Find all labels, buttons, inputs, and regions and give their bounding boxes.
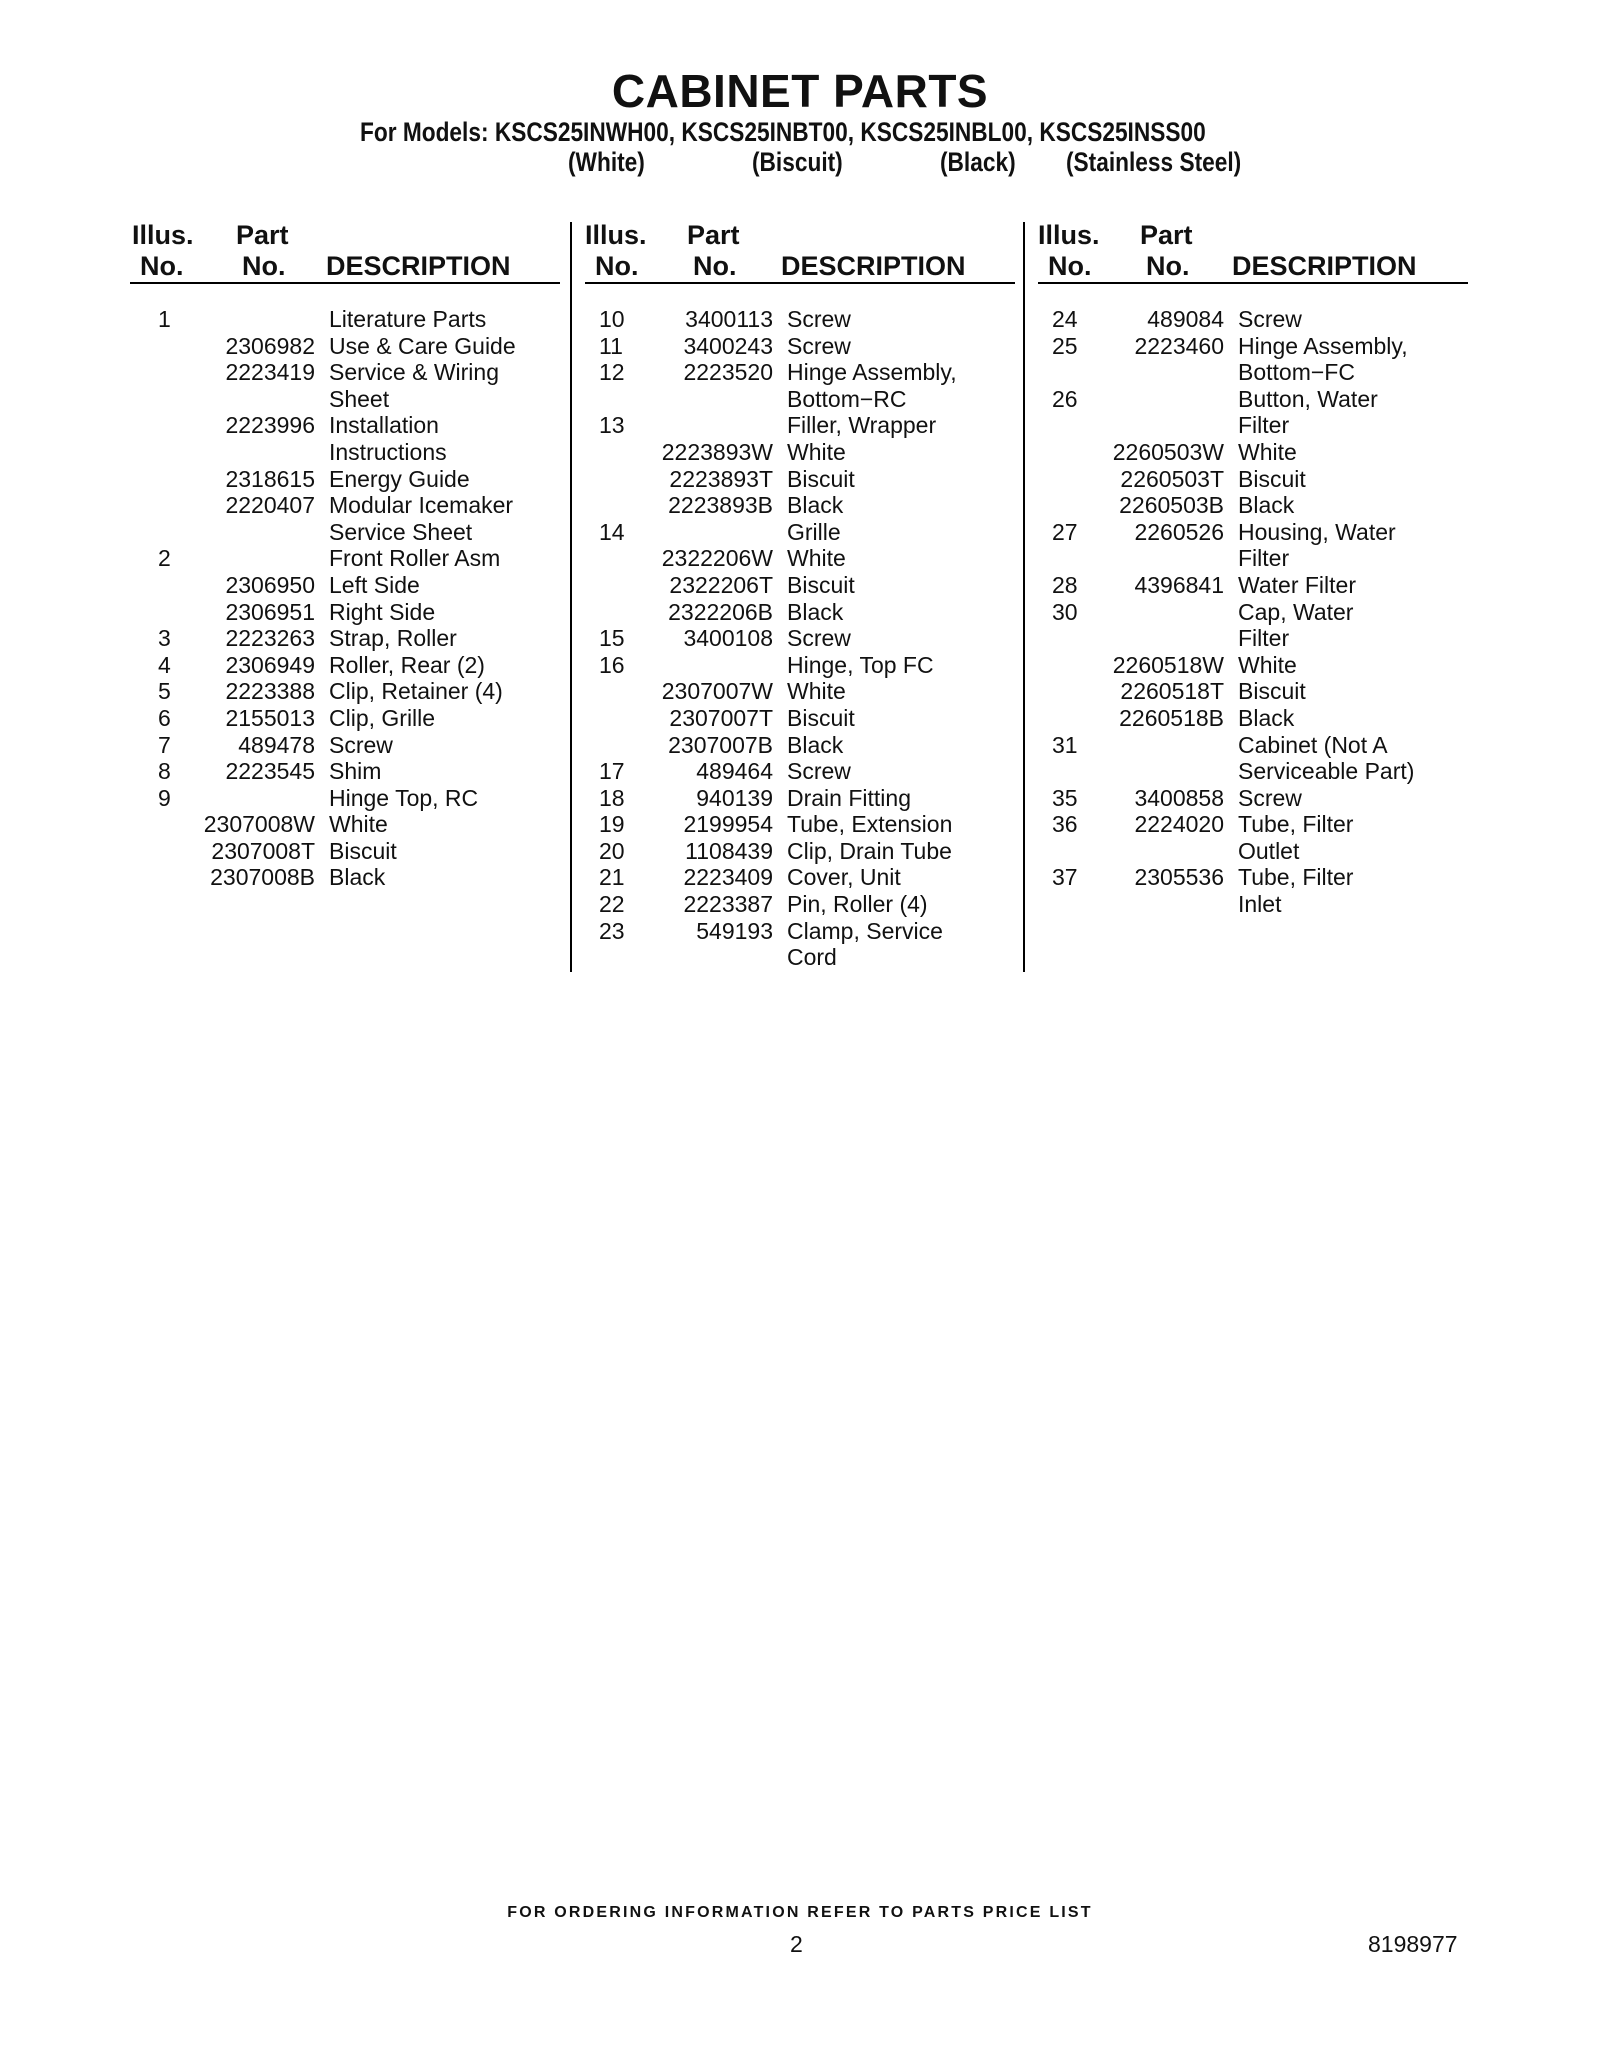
part-number: 2223263: [225, 625, 315, 652]
table-row: [585, 625, 1015, 652]
table-row: [130, 785, 560, 812]
header-description: DESCRIPTION: [781, 251, 966, 281]
part-description: Biscuit: [1238, 465, 1306, 492]
part-description: Biscuit: [1238, 678, 1306, 705]
part-number: 2322206W: [661, 545, 773, 572]
models-line: For Models: KSCS25INWH00, KSCS25INBT00, KSCS25INBL00, KSCS25INSS00: [360, 117, 1206, 147]
part-number: 2322206T: [669, 571, 773, 598]
table-row: [585, 572, 1015, 599]
illus-number: 6: [158, 704, 171, 731]
table-row: [585, 678, 1015, 705]
parts-rows: [130, 306, 560, 891]
part-number: 489464: [696, 758, 773, 785]
part-description: Left Side: [329, 571, 420, 598]
header-description: DESCRIPTION: [1232, 251, 1417, 281]
illus-number: 10: [599, 306, 625, 332]
table-row: [1038, 758, 1468, 785]
part-number: 2307008B: [210, 864, 315, 891]
color-white: (White): [568, 147, 645, 177]
part-description: Clamp, Service: [787, 917, 943, 944]
table-row: [1038, 652, 1468, 679]
table-row: [130, 386, 560, 413]
header-illus-bottom: No.: [1048, 251, 1092, 281]
part-number: 2260503W: [1112, 438, 1224, 465]
header-part-top: Part: [236, 220, 289, 250]
parts-column-2: [585, 220, 1015, 971]
part-description: Energy Guide: [329, 465, 470, 492]
table-row: [585, 466, 1015, 493]
table-row: [1038, 466, 1468, 493]
part-description: Tube, Filter: [1238, 811, 1354, 838]
table-row: [585, 652, 1015, 679]
table-row: [130, 492, 560, 519]
column-header: [1038, 220, 1468, 282]
part-description: Pin, Roller (4): [787, 891, 928, 918]
part-description: Screw: [1238, 306, 1302, 332]
illus-number: 31: [1052, 731, 1078, 758]
part-description: Filter: [1238, 625, 1290, 652]
table-row: [1038, 519, 1468, 546]
part-number: 2223893W: [661, 438, 773, 465]
parts-rows: [585, 306, 1015, 971]
part-number: 2223387: [683, 891, 773, 918]
part-description: Biscuit: [787, 704, 855, 731]
part-number: 3400243: [683, 332, 773, 359]
table-row: [130, 439, 560, 466]
illus-number: 26: [1052, 385, 1078, 412]
part-description: White: [787, 545, 846, 572]
table-row: [130, 838, 560, 865]
table-row: [1038, 625, 1468, 652]
table-row: [130, 545, 560, 572]
part-description: Cap, Water: [1238, 598, 1354, 625]
illus-number: 4: [158, 651, 171, 678]
illus-number: 19: [599, 811, 625, 838]
page-title: CABINET PARTS: [611, 65, 989, 117]
part-number: 2306949: [225, 651, 315, 678]
part-description: Black: [1238, 704, 1295, 731]
table-row: [1038, 811, 1468, 838]
table-row: [130, 466, 560, 493]
table-row: [1038, 838, 1468, 865]
table-row: [130, 519, 560, 546]
header-part-bottom: No.: [1146, 251, 1190, 281]
illus-number: 14: [599, 518, 625, 545]
table-row: [585, 599, 1015, 626]
illus-number: 15: [599, 625, 625, 652]
table-row: [130, 758, 560, 785]
part-description: Sheet: [329, 385, 390, 412]
header-part-bottom: No.: [242, 251, 286, 281]
part-number: 1108439: [685, 837, 773, 864]
part-description: Tube, Extension: [787, 811, 953, 838]
header-rule: [130, 282, 560, 284]
part-description: Black: [787, 731, 844, 758]
parts-column-1: [130, 220, 560, 891]
table-row: [585, 891, 1015, 918]
illus-number: 13: [599, 412, 625, 439]
table-row: [585, 811, 1015, 838]
column-divider: [570, 222, 572, 972]
table-row: [130, 625, 560, 652]
table-row: [585, 545, 1015, 572]
part-description: Cabinet (Not A: [1238, 731, 1388, 758]
part-description: Black: [329, 864, 386, 891]
part-number: 489084: [1147, 306, 1224, 332]
illus-number: 2: [158, 545, 171, 572]
color-black: (Black): [940, 147, 1016, 177]
illus-number: 16: [599, 651, 625, 678]
part-number: 2223996: [225, 412, 315, 439]
part-description: Front Roller Asm: [329, 545, 501, 572]
table-row: [1038, 492, 1468, 519]
part-number: 2305536: [1134, 864, 1224, 891]
table-row: [585, 918, 1015, 945]
header-rule: [585, 282, 1015, 284]
part-description: Use & Care Guide: [329, 332, 516, 359]
illus-number: 5: [158, 678, 171, 705]
model-colors: [0, 147, 1600, 179]
part-number: 2322206B: [668, 598, 773, 625]
part-description: White: [1238, 438, 1297, 465]
illus-number: 25: [1052, 332, 1078, 359]
part-description: Filter: [1238, 545, 1290, 572]
illus-number: 35: [1052, 784, 1078, 811]
table-row: [130, 678, 560, 705]
part-description: Screw: [787, 758, 851, 785]
page-number: 2: [790, 1931, 803, 1957]
part-number: 2199954: [683, 811, 773, 838]
illus-number: 27: [1052, 518, 1078, 545]
header-illus-top: Illus.: [585, 220, 647, 250]
illus-number: 30: [1052, 598, 1078, 625]
part-number: 2306982: [225, 332, 315, 359]
part-description: Hinge Assembly,: [1238, 332, 1408, 359]
table-row: [585, 864, 1015, 891]
part-description: Cord: [787, 944, 837, 971]
table-row: [1038, 864, 1468, 891]
table-row: [1038, 705, 1468, 732]
table-row: [585, 944, 1015, 971]
table-row: [585, 386, 1015, 413]
part-number: 2155013: [225, 704, 315, 731]
table-row: [1038, 785, 1468, 812]
part-description: White: [787, 438, 846, 465]
color-biscuit: (Biscuit): [752, 147, 843, 177]
part-number: 2223893B: [668, 492, 773, 519]
part-description: Hinge Top, RC: [329, 784, 479, 811]
table-row: [1038, 732, 1468, 759]
part-description: Black: [1238, 492, 1295, 519]
part-number: 2306951: [225, 598, 315, 625]
table-row: [130, 412, 560, 439]
part-number: 2260518T: [1120, 678, 1224, 705]
part-description: Filter: [1238, 412, 1290, 439]
table-row: [1038, 891, 1468, 918]
illus-number: 9: [158, 784, 171, 811]
illus-number: 36: [1052, 811, 1078, 838]
part-description: Literature Parts: [329, 306, 487, 332]
part-number: 2220407: [225, 492, 315, 519]
table-row: [130, 572, 560, 599]
parts-column-3: [1038, 220, 1468, 918]
table-row: [585, 306, 1015, 333]
table-row: [130, 864, 560, 891]
part-number: 2318615: [225, 465, 315, 492]
part-description: Screw: [329, 731, 393, 758]
part-description: Outlet: [1238, 837, 1300, 864]
part-description: Hinge, Top FC: [787, 651, 934, 678]
part-number: 3400108: [683, 625, 773, 652]
header-rule: [1038, 282, 1468, 284]
part-description: Hinge Assembly,: [787, 359, 957, 386]
illus-number: 21: [599, 864, 625, 891]
part-description: Cover, Unit: [787, 864, 901, 891]
table-row: [1038, 386, 1468, 413]
table-row: [585, 732, 1015, 759]
part-number: 2260518B: [1119, 704, 1224, 731]
part-number: 549193: [696, 917, 773, 944]
illus-number: 28: [1052, 571, 1078, 598]
part-number: 3400858: [1134, 784, 1224, 811]
part-number: 4396841: [1134, 571, 1224, 598]
header-illus-top: Illus.: [132, 220, 194, 250]
part-description: Housing, Water: [1238, 518, 1396, 545]
part-description: White: [787, 678, 846, 705]
table-row: [130, 306, 560, 333]
part-description: Screw: [787, 332, 851, 359]
part-number: 2223893T: [669, 465, 773, 492]
part-number: 2223419: [225, 359, 315, 386]
part-description: Screw: [1238, 784, 1302, 811]
part-number: 3400113: [685, 306, 773, 332]
illus-number: 24: [1052, 306, 1078, 332]
illus-number: 12: [599, 359, 625, 386]
part-number: 2223388: [225, 678, 315, 705]
header-illus-bottom: No.: [140, 251, 184, 281]
part-description: Inlet: [1238, 891, 1282, 918]
part-description: Biscuit: [787, 571, 855, 598]
illus-number: 3: [158, 625, 171, 652]
part-description: Screw: [787, 306, 851, 332]
part-number: 2260503B: [1119, 492, 1224, 519]
header-illus-bottom: No.: [595, 251, 639, 281]
part-description: Bottom−RC: [787, 385, 907, 412]
illus-number: 8: [158, 758, 171, 785]
illus-number: 37: [1052, 864, 1078, 891]
table-row: [130, 599, 560, 626]
part-description: Drain Fitting: [787, 784, 911, 811]
table-row: [1038, 678, 1468, 705]
table-row: [585, 838, 1015, 865]
table-row: [585, 519, 1015, 546]
part-description: Biscuit: [787, 465, 855, 492]
table-row: [1038, 572, 1468, 599]
part-description: Strap, Roller: [329, 625, 457, 652]
table-row: [130, 333, 560, 360]
part-description: Shim: [329, 758, 382, 785]
part-description: Water Filter: [1238, 571, 1356, 598]
part-description: Black: [787, 598, 844, 625]
part-description: Bottom−FC: [1238, 359, 1355, 386]
part-description: Modular Icemaker: [329, 492, 514, 519]
part-description: Filler, Wrapper: [787, 412, 937, 439]
table-row: [1038, 599, 1468, 626]
part-description: Biscuit: [329, 837, 397, 864]
table-row: [1038, 545, 1468, 572]
part-description: Instructions: [329, 438, 447, 465]
part-number: 2306950: [225, 571, 315, 598]
part-number: 2307007B: [668, 731, 773, 758]
table-row: [1038, 359, 1468, 386]
part-description: Clip, Drain Tube: [787, 837, 952, 864]
part-description: Installation: [329, 412, 439, 439]
table-row: [585, 333, 1015, 360]
column-divider: [1023, 222, 1025, 972]
header-part-top: Part: [1140, 220, 1193, 250]
illus-number: 20: [599, 837, 625, 864]
part-number: 2307008T: [211, 837, 315, 864]
illus-number: 17: [599, 758, 625, 785]
table-row: [1038, 412, 1468, 439]
part-description: Button, Water: [1238, 385, 1378, 412]
part-description: Service Sheet: [329, 518, 473, 545]
part-number: 2260526: [1134, 518, 1224, 545]
part-number: 2260518W: [1112, 651, 1224, 678]
header-description: DESCRIPTION: [326, 251, 511, 281]
illus-number: 1: [158, 306, 171, 332]
table-row: [130, 359, 560, 386]
part-description: Tube, Filter: [1238, 864, 1354, 891]
part-description: Grille: [787, 518, 841, 545]
part-number: 2260503T: [1120, 465, 1224, 492]
part-description: Serviceable Part): [1238, 758, 1415, 785]
header-part-bottom: No.: [693, 251, 737, 281]
part-number: 2307007W: [661, 678, 773, 705]
table-row: [585, 705, 1015, 732]
part-description: Screw: [787, 625, 851, 652]
table-row: [130, 705, 560, 732]
part-number: 2223460: [1134, 332, 1224, 359]
part-number: 2223520: [683, 359, 773, 386]
illus-number: 22: [599, 891, 625, 918]
part-number: 2223545: [225, 758, 315, 785]
table-row: [585, 758, 1015, 785]
part-number: 489478: [238, 731, 315, 758]
parts-rows: [1038, 306, 1468, 918]
column-header: [585, 220, 1015, 282]
part-description: Service & Wiring: [329, 359, 499, 386]
column-header: [130, 220, 560, 282]
part-number: 2307008W: [203, 811, 315, 838]
table-row: [585, 785, 1015, 812]
table-row: [585, 359, 1015, 386]
part-description: Roller, Rear (2): [329, 651, 485, 678]
part-number: 2224020: [1134, 811, 1224, 838]
part-description: Clip, Grille: [329, 704, 436, 731]
part-number: 2223409: [683, 864, 773, 891]
table-row: [585, 412, 1015, 439]
table-row: [130, 652, 560, 679]
part-number: 2307007T: [669, 704, 773, 731]
illus-number: 7: [158, 731, 171, 758]
color-stainless: (Stainless Steel): [1066, 147, 1242, 177]
part-description: Black: [787, 492, 844, 519]
illus-number: 11: [599, 332, 623, 359]
part-number: 940139: [696, 784, 773, 811]
document-number: 8198977: [1368, 1931, 1458, 1957]
part-description: Right Side: [329, 598, 436, 625]
table-row: [1038, 306, 1468, 333]
table-row: [585, 492, 1015, 519]
table-row: [1038, 439, 1468, 466]
table-row: [585, 439, 1015, 466]
part-description: White: [1238, 651, 1297, 678]
table-row: [130, 732, 560, 759]
ordering-note: FOR ORDERING INFORMATION REFER TO PARTS PRICE LIST: [507, 1904, 1093, 1921]
illus-number: 18: [599, 784, 625, 811]
table-row: [1038, 333, 1468, 360]
illus-number: 23: [599, 917, 625, 944]
part-description: Clip, Retainer (4): [329, 678, 503, 705]
header-part-top: Part: [687, 220, 740, 250]
part-description: White: [329, 811, 388, 838]
table-row: [130, 811, 560, 838]
header-illus-top: Illus.: [1038, 220, 1100, 250]
